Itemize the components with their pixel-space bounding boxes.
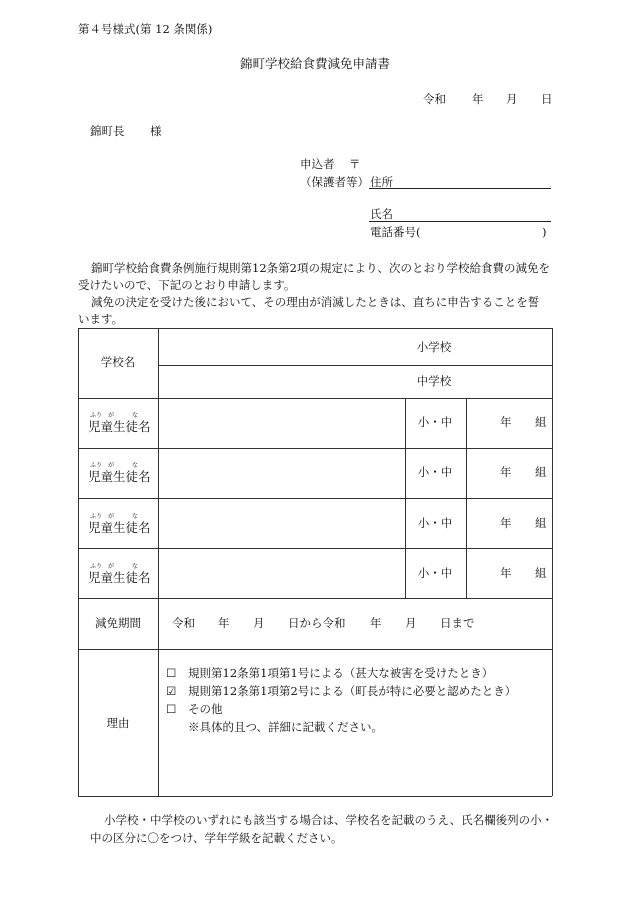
- form-number: 第４号様式(第 12 条関係): [78, 22, 213, 36]
- period-month-start: 月: [253, 616, 265, 630]
- row-line: [78, 498, 552, 499]
- class-label: 組: [535, 465, 547, 479]
- student-name-label: ふり が な 児童生徒名: [88, 513, 151, 535]
- reason-text: 規則第12条第1項第1号による（甚大な被害を受けたとき）: [188, 666, 494, 680]
- period-month-end: 月: [405, 616, 417, 630]
- checkbox-unchecked-icon[interactable]: ☐: [166, 666, 177, 680]
- name-label: 氏名: [370, 207, 393, 221]
- period-from: 日から令和: [288, 616, 346, 630]
- student-name-label: ふり が な 児童生徒名: [88, 462, 151, 484]
- date-era: 令和: [423, 92, 446, 106]
- division-field[interactable]: 小・中: [417, 415, 453, 429]
- class-label: 組: [535, 516, 547, 530]
- row-line: [78, 398, 552, 399]
- date-month: 月: [506, 92, 518, 106]
- honorific: 様: [150, 124, 162, 138]
- grade-label: 年: [500, 465, 512, 479]
- period-era-start: 令和: [172, 616, 195, 630]
- row-line: [78, 598, 552, 599]
- address-line[interactable]: [369, 188, 551, 189]
- class-label: 組: [535, 415, 547, 429]
- period-label: 減免期間: [95, 616, 141, 630]
- date-year: 年: [472, 92, 484, 106]
- phone-close: ): [542, 225, 547, 239]
- postal-mark: 〒: [349, 157, 361, 171]
- elementary-school-field[interactable]: 小学校: [416, 340, 452, 354]
- paragraph1-line1: 錦町学校給食費条例施行規則第12条第2項の規定により、次のとおり学校給食費の減免を: [91, 261, 550, 275]
- student-name-label: ふり が な 児童生徒名: [88, 563, 151, 585]
- division-field[interactable]: 小・中: [417, 465, 453, 479]
- reason-text: 規則第12条第1項第2号による（町長が特に必要と認めたとき）: [188, 684, 517, 698]
- reason-detail-field[interactable]: [188, 740, 543, 788]
- name-line[interactable]: [369, 221, 551, 222]
- paragraph2-line2: います。: [78, 312, 124, 326]
- address-label: 住所: [370, 175, 393, 189]
- applicant-label: 申込者: [300, 157, 335, 171]
- school-split-line: [158, 365, 552, 366]
- document-title: 錦町学校給食費減免申請書: [239, 56, 391, 71]
- division-column-divider: [405, 398, 406, 598]
- table-border-top: [78, 328, 552, 329]
- reason-text: その他: [188, 702, 223, 716]
- paragraph2-line1: 減免の決定を受けた後において、その理由が消滅したときは、直ちに申告することを誓: [91, 295, 540, 309]
- table-border-right: [552, 328, 553, 796]
- reason-label: 理由: [106, 716, 130, 730]
- grade-label: 年: [500, 415, 512, 429]
- row-line: [78, 548, 552, 549]
- student-name-field[interactable]: [172, 461, 397, 491]
- student-name-label: ふり が な 児童生徒名: [88, 412, 151, 434]
- division-field[interactable]: 小・中: [417, 516, 453, 530]
- grade-label: 年: [500, 516, 512, 530]
- paragraph1-line2: 受けたいので、下記のとおり申請します。: [78, 278, 296, 292]
- school-label: 学校名: [100, 355, 136, 369]
- guardian-label: （保護者等）: [300, 175, 369, 189]
- period-year-start: 年: [218, 616, 230, 630]
- student-name-field[interactable]: [172, 411, 397, 441]
- grade-label: 年: [500, 566, 512, 580]
- checkbox-unchecked-icon[interactable]: ☐: [166, 702, 177, 716]
- date-day: 日: [541, 92, 553, 106]
- reason-note: ※具体的且つ、詳細に記載ください。: [188, 720, 384, 734]
- student-name-field[interactable]: [172, 511, 397, 541]
- checkbox-checked-icon[interactable]: ☑: [166, 684, 177, 698]
- row-line: [78, 649, 552, 650]
- student-name-field[interactable]: [172, 561, 397, 591]
- addressee: 錦町長: [90, 124, 125, 138]
- period-until: 日まで: [440, 616, 475, 630]
- class-label: 組: [535, 566, 547, 580]
- division-field[interactable]: 小・中: [417, 566, 453, 580]
- footer-note-line1: 小学校・中学校のいずれにも該当する場合は、学校名を記載のうえ、氏名欄後列の小・: [104, 813, 554, 827]
- table-border-bottom: [78, 796, 552, 797]
- grade-column-divider: [466, 398, 467, 598]
- phone-label: 電話番号(: [370, 225, 421, 239]
- junior-high-school-field[interactable]: 中学校: [416, 374, 452, 388]
- footer-note-line2: 中の区分に〇をつけ、学年学級を記載ください。: [90, 831, 343, 845]
- row-line: [78, 448, 552, 449]
- period-year-end: 年: [370, 616, 382, 630]
